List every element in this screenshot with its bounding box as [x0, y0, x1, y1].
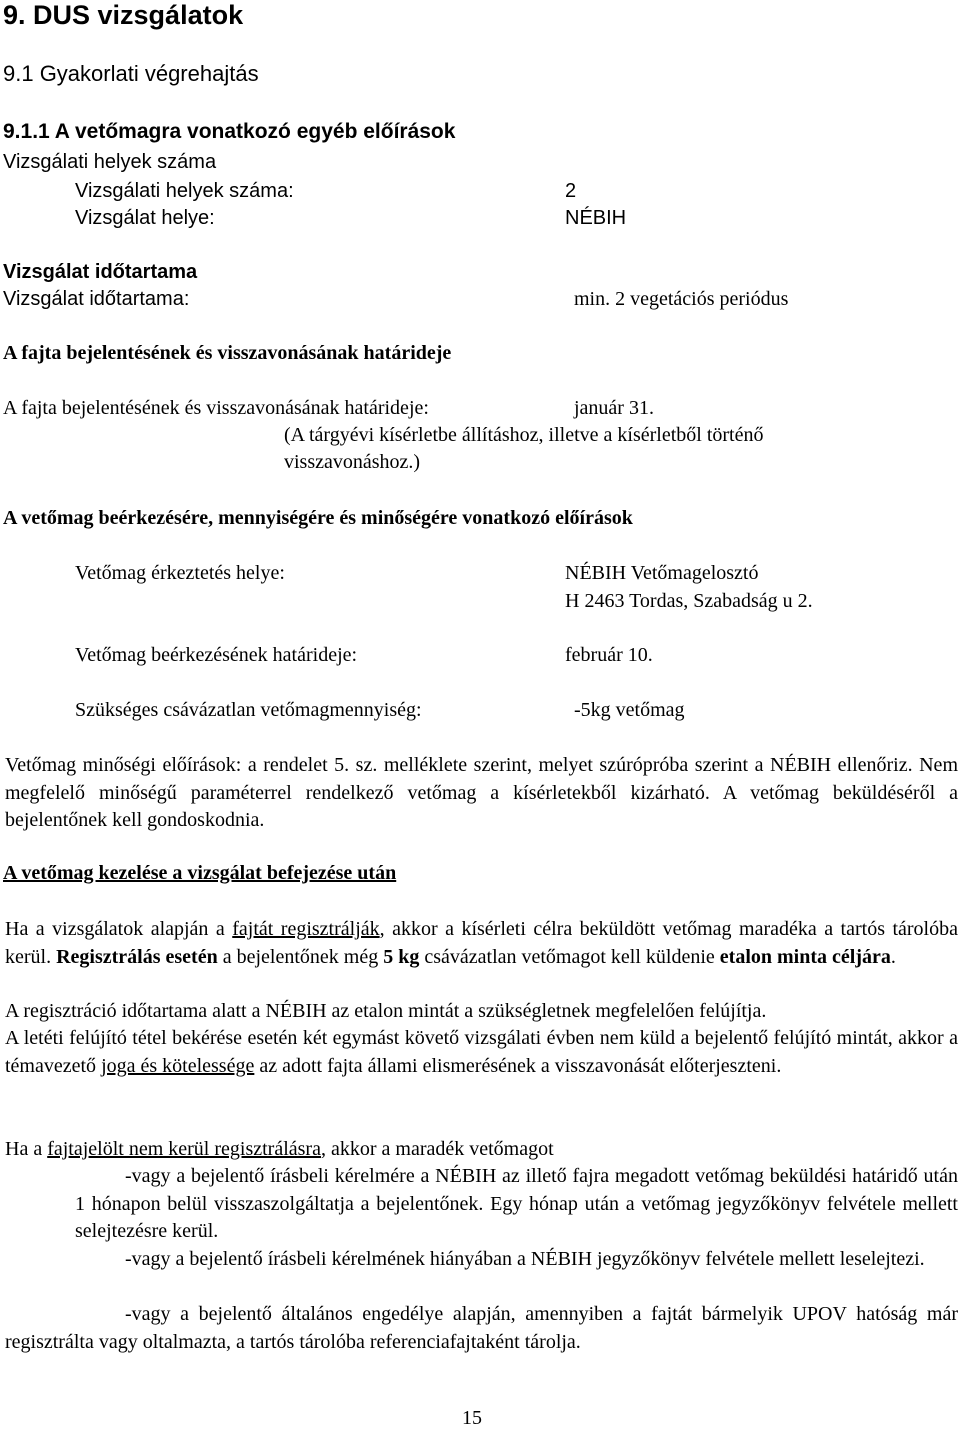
text-span: Ha a	[5, 1138, 48, 1160]
handling-title: A vetőmag kezelése a vizsgálat befejezése után	[3, 862, 397, 884]
heading-2: 9.1 Gyakorlati végrehajtás	[3, 61, 259, 86]
sites-place-label: Vizsgálat helye:	[75, 207, 215, 229]
handling-option-2: -vagy a bejelentő írásbeli kérelmének hiányában a NÉBIH jegyzőkönyv felvétele mellett leselejtezi.	[125, 1248, 925, 1270]
deadline-label: A fajta bejelentésének és visszavonásának határideje:	[3, 397, 429, 419]
seed-deadline-label: Vetőmag beérkezésének határideje:	[75, 644, 358, 666]
underlined-text: joga és kötelessége	[101, 1054, 255, 1077]
seed-arrival-value-line2: H 2463 Tordas, Szabadság u 2.	[565, 590, 813, 612]
sites-count-value: 2	[565, 180, 577, 202]
duration-value: min. 2 vegetációs periódus	[574, 288, 789, 310]
underlined-text: fajtát regisztrálják	[232, 918, 380, 940]
deadline-value: január 31.	[574, 397, 654, 419]
text-span: .	[890, 945, 896, 968]
seed-deadline-value: február 10.	[565, 644, 653, 666]
bold-text: 5 kg	[383, 945, 420, 968]
text-span: az adott fajta állami elismerésének a visszavonását előterjeszteni.	[254, 1054, 782, 1077]
seed-quality-paragraph: Vetőmag minőségi előírások: a rendelet 5. sz. melléklete szerint, melyet szúrópróba szerint a NÉBIH ellenőriz. Nem megfelelő minőségű paraméterrel rendelkező vetőmag a kísérletekből kizárható. A vetőmag beküldéséről a bejelentőnek kell gondoskodnia.	[5, 754, 958, 831]
deadline-title: A fajta bejelentésének és visszavonásának határideje	[3, 342, 452, 364]
bold-text: etalon minta céljára	[719, 945, 891, 968]
text-span: , akkor a kísérleti célra beküldött vetőmag maradéka a tartós tárolóba kerül.	[5, 918, 958, 968]
handling-option-3: -vagy a bejelentő általános engedélye alapján, amennyiben a fajtát bármelyik UPOV hatóság már regisztrálta vagy oltalmazta, a tartós tárolóba referenciafajtaként tárolja.	[5, 1303, 958, 1353]
deadline-note-line1: (A tárgyévi kísérletbe állításhoz, illetve a kísérletből történő	[284, 424, 764, 446]
handling-paragraph-1	[5, 916, 958, 971]
bold-text: Regisztrálás esetén	[56, 945, 218, 968]
seed-quantity-label: Szükséges csávázatlan vetőmagmennyiség:	[75, 699, 422, 721]
text-span: csávázatlan vetőmagot kell küldenie	[419, 945, 720, 968]
handling-paragraph-3	[5, 1025, 958, 1080]
handling-option-1: -vagy a bejelentő írásbeli kérelmére a NÉBIH az illető fajra megadott vetőmag beküldési határidő után 1 hónapon belül visszaszolgáltatja a bejelentőnek. Egy hónap után a vetőmag jegyzőkönyv felvétele mellett selejtezésre kerül.	[75, 1165, 958, 1242]
handling-paragraph-4	[5, 1136, 958, 1164]
duration-label: Vizsgálat időtartama:	[3, 288, 190, 310]
sites-count-label: Vizsgálati helyek száma:	[75, 180, 294, 202]
seed-arrival-value-line1: NÉBIH Vetőmagelosztó	[565, 562, 759, 584]
handling-paragraph-2: A regisztráció időtartama alatt a NÉBIH az etalon mintát a szükségletnek megfelelően felújítja.	[5, 1000, 767, 1022]
heading-1: 9. DUS vizsgálatok	[3, 0, 244, 30]
heading-3: 9.1.1 A vetőmagra vonatkozó egyéb előírások	[3, 120, 456, 143]
seed-arrival-label: Vetőmag érkeztetés helye:	[75, 562, 285, 584]
sites-title: Vizsgálati helyek száma	[3, 151, 217, 173]
text-span: a bejelentőnek még	[217, 945, 384, 968]
duration-title: Vizsgálat időtartama	[3, 261, 198, 283]
text-span: A letéti felújító tétel bekérése esetén két egymást követő vizsgálati évben nem küld a bejelentő felújító mintát, akkor a témavezető	[5, 1027, 958, 1077]
sites-place-value: NÉBIH	[565, 207, 627, 229]
text-span: , akkor a maradék vetőmagot	[320, 1138, 554, 1160]
page-number: 15	[462, 1407, 482, 1429]
deadline-note-line2: visszavonáshoz.)	[284, 451, 421, 473]
text-span: Ha a vizsgálatok alapján a	[5, 918, 233, 940]
underlined-text: fajtajelölt nem kerül regisztrálásra	[47, 1138, 321, 1160]
seed-title: A vetőmag beérkezésére, mennyiségére és minőségére vonatkozó előírások	[3, 507, 633, 529]
seed-quantity-value: -5kg vetőmag	[574, 699, 685, 721]
